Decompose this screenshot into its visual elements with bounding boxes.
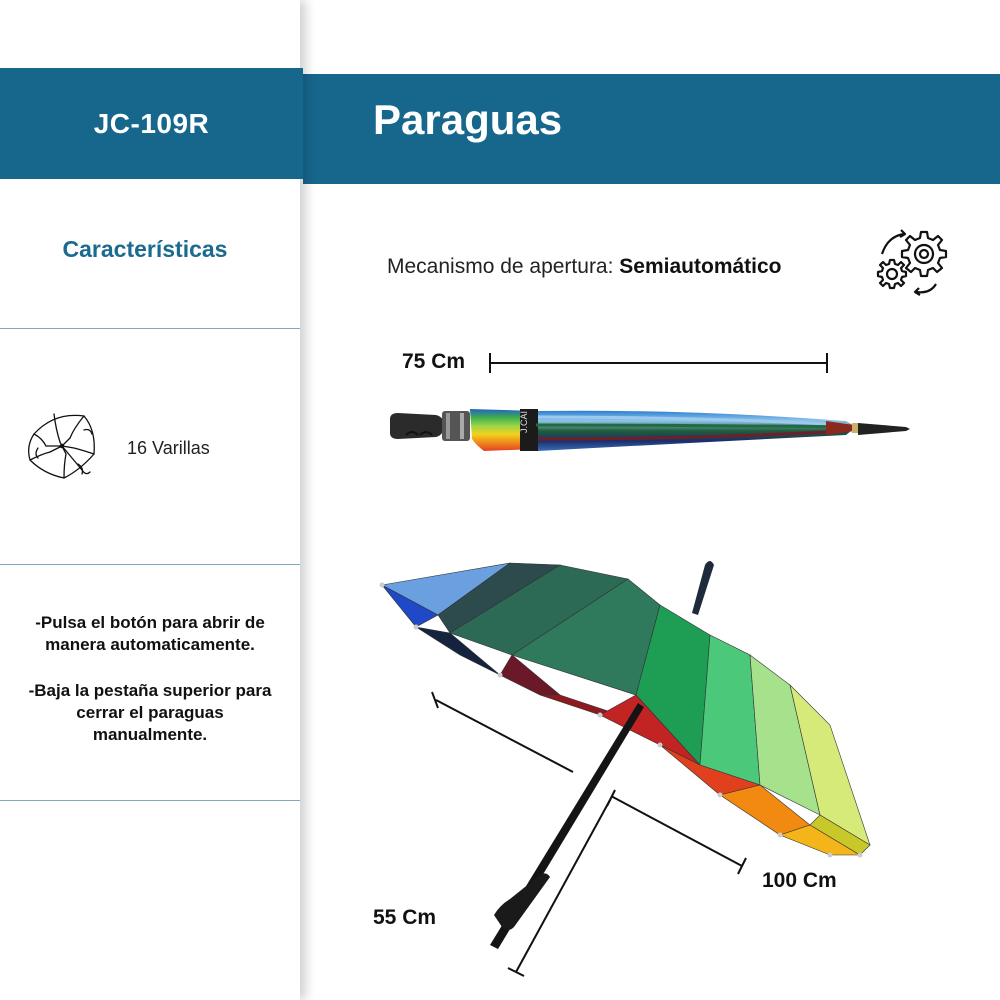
- umbrella-outline-icon: [24, 408, 100, 486]
- features-column: [0, 0, 300, 1000]
- mechanism-value: Semiautomático: [619, 255, 782, 278]
- canopy-diameter-label: 100 Cm: [762, 869, 837, 892]
- closed-umbrella-image: [386, 395, 916, 459]
- gears-icon: [874, 228, 954, 296]
- divider: [0, 328, 300, 329]
- product-sku: JC-109R: [93, 107, 210, 139]
- title-banner: [303, 74, 1000, 184]
- features-heading: Características: [62, 236, 228, 262]
- ribs-label: 16 Varillas: [127, 438, 210, 458]
- mechanism-line: [387, 255, 782, 279]
- shaft-length-label: 55 Cm: [373, 906, 437, 929]
- divider: [0, 800, 300, 801]
- open-umbrella-image: [360, 555, 900, 1000]
- closed-length-label: 75 Cm: [402, 350, 466, 373]
- instruction-close: -Baja la pestaña superior para cerrar el paraguas manualmente.: [28, 681, 272, 744]
- divider: [0, 564, 300, 565]
- mechanism-label: Mecanismo de apertura:: [387, 255, 614, 278]
- svg-text:J.CAI: J.CAI: [519, 410, 529, 433]
- instructions: [20, 612, 280, 770]
- instruction-open: -Pulsa el botón para abrir de manera automaticamente.: [35, 613, 265, 654]
- product-title: Paraguas: [373, 96, 563, 143]
